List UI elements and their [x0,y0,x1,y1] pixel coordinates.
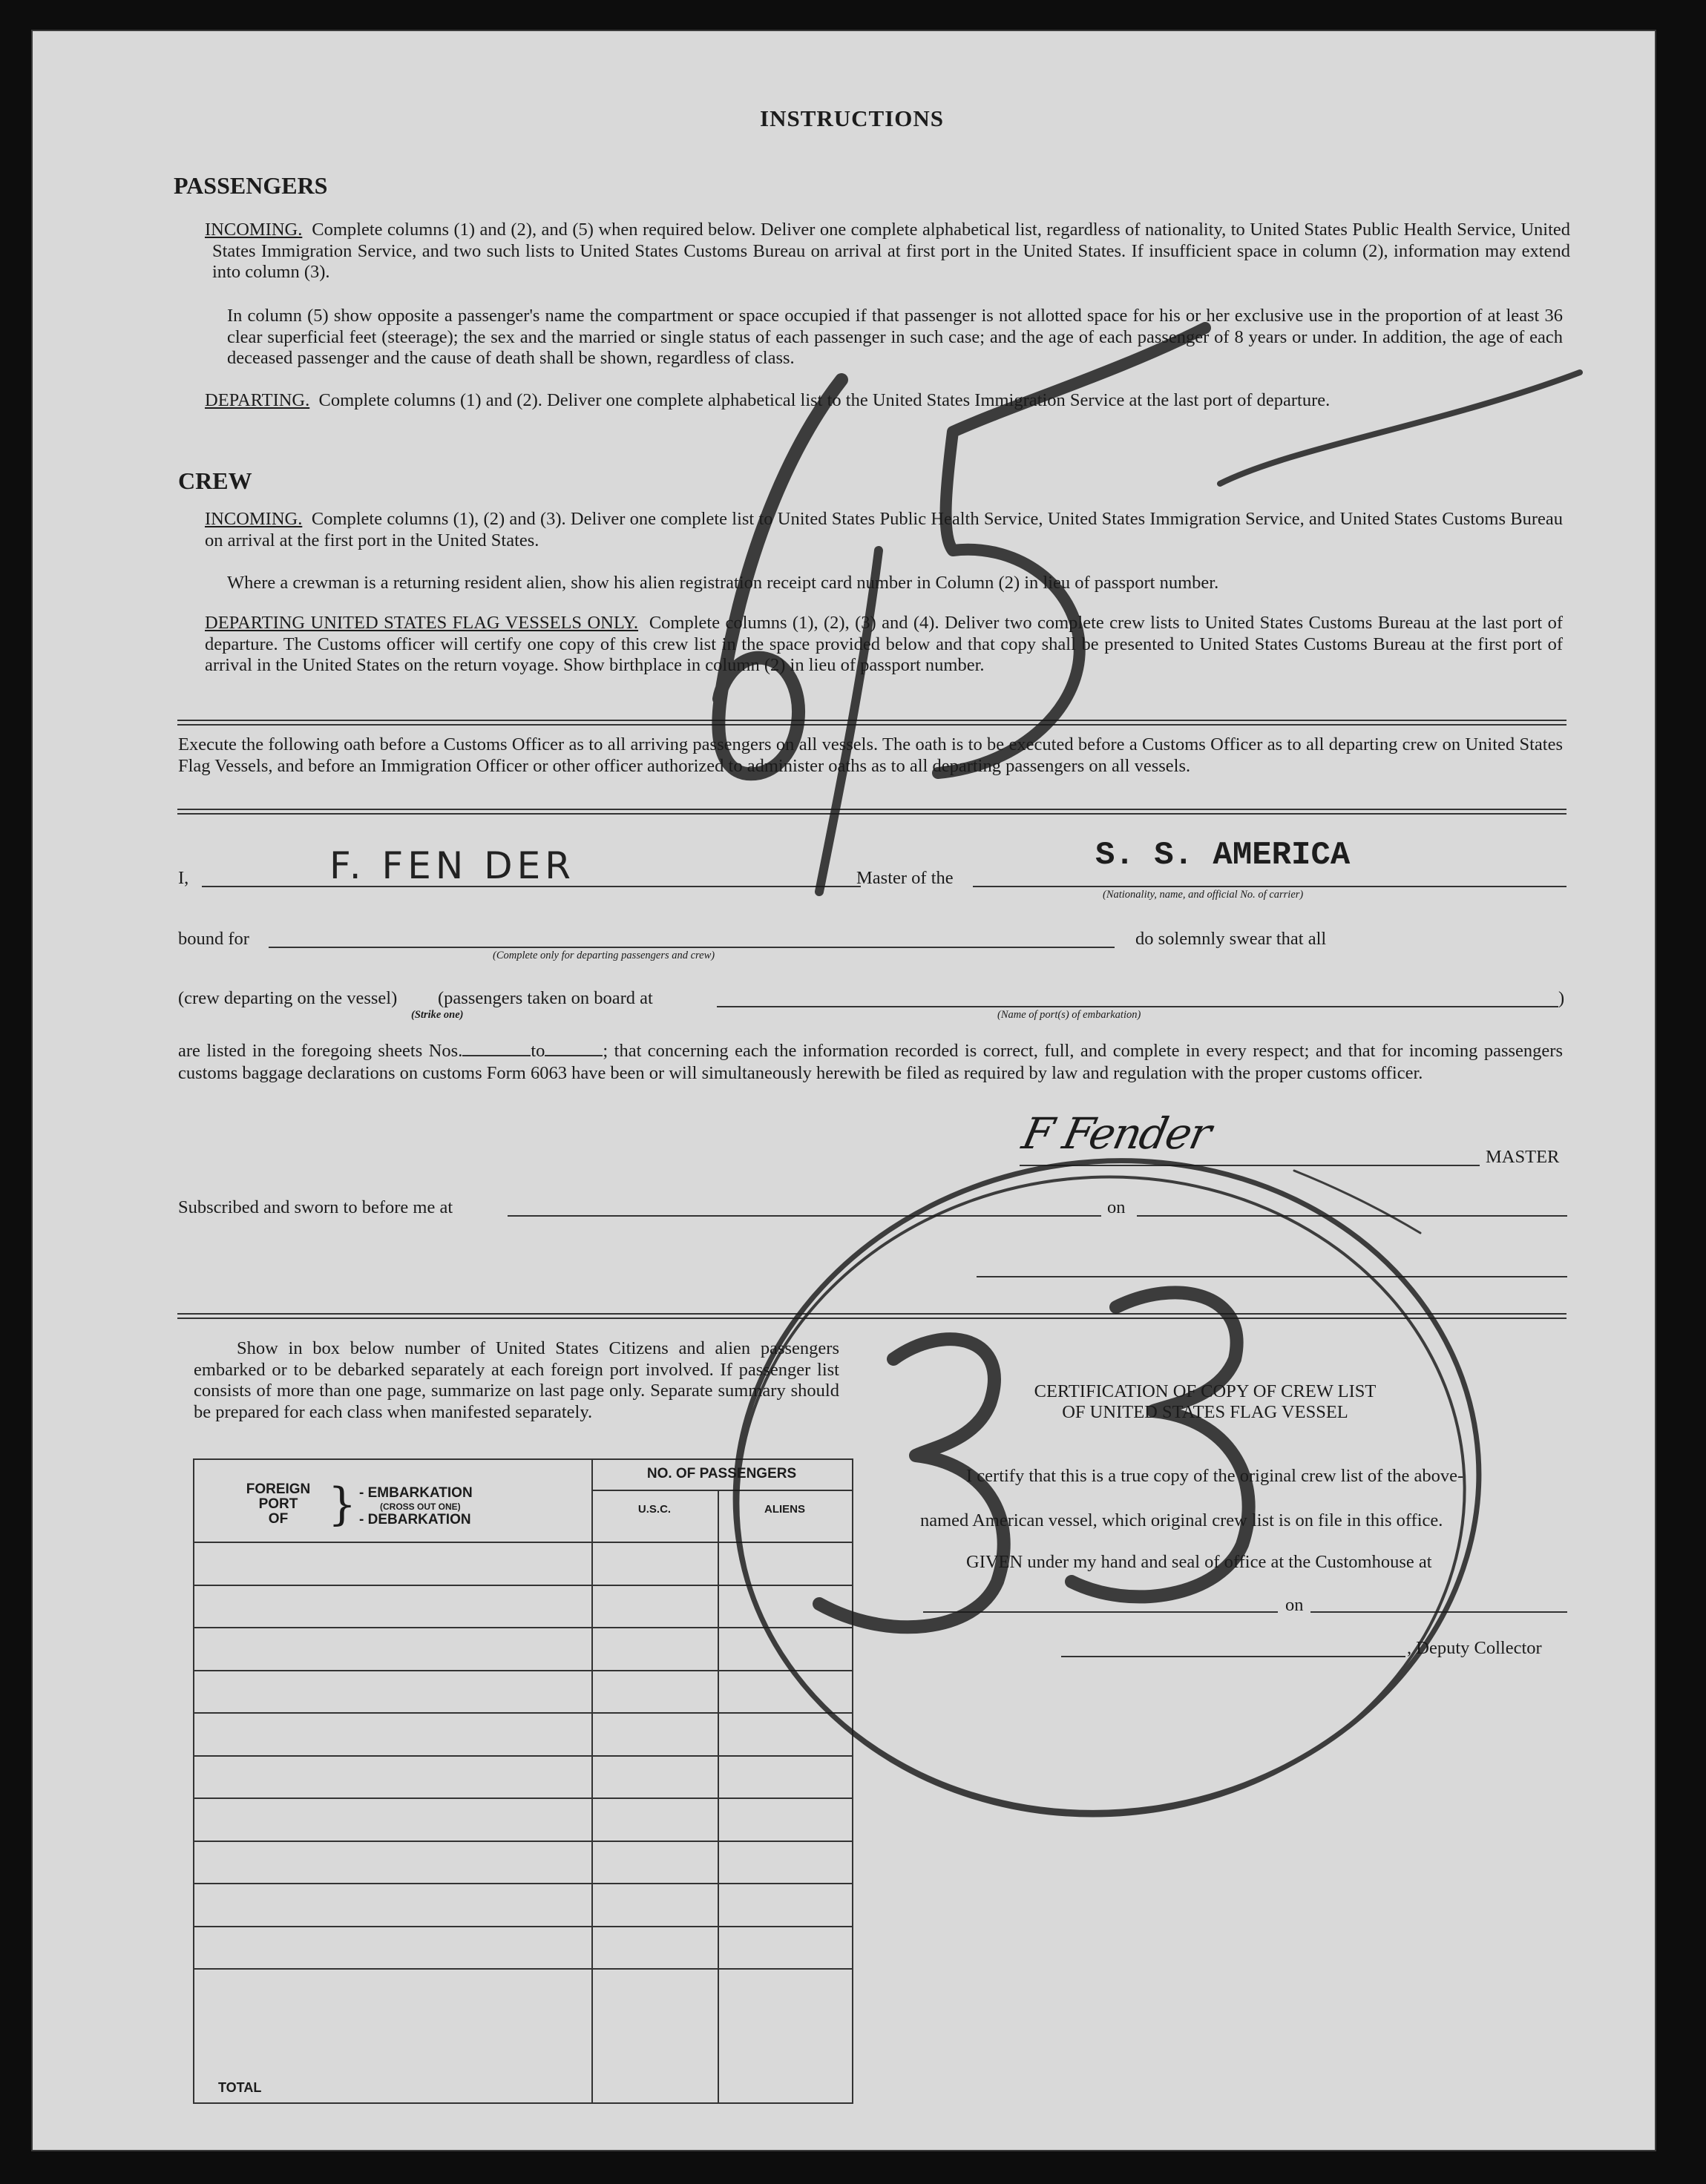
master-of-label: Master of the [856,868,954,888]
foreign-port-line: OF [268,1511,289,1527]
listed-text-b: ; that concerning each the information recorded is correct, full, and complete in every respect; and that for incoming passengers customs baggage declarations on customs Form 6063 have been or will simultaneously herewith be filed as required by law and regulation with the proper customs officer. [178,1041,1563,1083]
aliens-header: ALIENS [764,1503,805,1516]
digit-3-stroke [819,1339,1004,1627]
passengers-incoming-text: Complete columns (1) and (2), and (5) when required below. Deliver one complete alphabetical list, regardless of nationality, to United States Public Health Service, United States Immigration Service, and two such lists to United States Customs Bureau on arrival at first port in the United States. If insufficient space in column (2), information may extend into column (3). [212,220,1570,282]
crew-heading: CREW [178,467,252,494]
certification-given: GIVEN under my hand and seal of office at the Customhouse at [966,1552,1432,1572]
crew-departing-label: (crew departing on the vessel) [178,988,398,1008]
certification-title-line: CERTIFICATION OF COPY OF CREW LIST [1034,1381,1377,1401]
no-of-passengers-header: NO. OF PASSENGERS [646,1466,797,1481]
certification-body-line1: I certify that this is a true copy of the original crew list of the above- [966,1466,1464,1486]
foreign-port-line: FOREIGN [246,1481,311,1497]
summary-instructions: Show in box below number of United States Citizens and alien passengers embarked or to be debarked separately at each foreign port involved. If passenger list consists of more than one page, summarize on last page only. Separate summary should be prepared for each class when manifested separately. [194,1338,839,1422]
bound-for-caption: (Complete only for departing passengers and crew) [493,950,715,961]
vessel-stamp: S. S. AMERICA [1095,837,1351,874]
oath-i-label: I, [178,868,189,888]
passengers-taken-label: (passengers taken on board at [438,988,653,1008]
master-label: MASTER [1486,1147,1560,1167]
passengers-departing-label: DEPARTING. [205,390,310,410]
ports-caption: (Name of port(s) of embarkation) [997,1009,1141,1021]
crew-departing-label: DEPARTING UNITED STATES FLAG VESSELS ONLY. [205,613,639,633]
listed-text-a: are listed in the foregoing sheets Nos. [178,1041,463,1061]
crew-resident-paragraph: Where a crewman is a returning resident alien, show his alien registration receipt card number in Column (2) in lieu of passport number. [227,573,1219,593]
crew-incoming-label: INCOMING. [205,509,303,529]
close-paren: ) [1558,988,1565,1008]
crayon-marks [33,31,1655,2150]
master-name-handwritten: F. FEN DER [329,844,575,887]
cross-out-note: (CROSS OUT ONE) [380,1502,461,1512]
oath-intro: Execute the following oath before a Customs Officer as to all arriving passengers on all vessels. The oath is to be executed before a Customs Officer as to all departing crew on United States Flag Vessels, and before an Immigration Officer or other officer authorized to administer oaths as to all departing passengers on all vessels. [178,734,1563,776]
folio-5-stroke [938,328,1205,773]
brace: } [328,1479,357,1530]
circle-33-stroke [693,1113,1521,1860]
total-label: TOTAL [218,2080,262,2095]
listed-to: to [531,1041,545,1061]
certification-on-label: on [1285,1595,1304,1615]
subscribed-label: Subscribed and sworn to before me at [178,1197,453,1217]
page-title: INSTRUCTIONS [760,105,945,131]
crew-incoming-text: Complete columns (1), (2) and (3). Deliver one complete list to United States Public Health Service, United States Immigration Service, and United States Customs Bureau on arrival at the first port in the United States. [205,509,1564,550]
solemnly-swear-label: do solemnly swear that all [1135,929,1327,949]
passengers-incoming-label: INCOMING. [205,220,303,240]
passengers-column5-paragraph: In column (5) show opposite a passenger's name the compartment or space occupied if that passenger is not allotted space for his or her exclusive use in the proportion of at least 36 clear superficial feet (steerage); the sex and the married or single status of each passenger in such case; and the age of each passenger of 8 years or under. In addition, the age of each deceased passenger and the cause of death shall be shown, regardless of class. [227,306,1563,368]
vessel-caption: (Nationality, name, and official No. of carrier) [1103,889,1304,901]
embarkation-label: - EMBARKATION [359,1485,473,1501]
slash-stroke [1220,372,1580,484]
folio-slash-stroke [819,550,879,892]
digit-3-stroke [1072,1292,1249,1596]
deputy-collector-label: , Deputy Collector [1407,1638,1542,1658]
foreign-port-line: PORT [258,1496,298,1512]
passengers-departing-text: Complete columns (1) and (2). Deliver one complete alphabetical list to the United States Immigration Service at the last port of departure. [318,390,1331,410]
passengers-heading: PASSENGERS [174,172,328,199]
folio-6-stroke [718,380,841,774]
sworn-on-label: on [1107,1197,1126,1217]
debarkation-label: - DEBARKATION [359,1512,471,1527]
crew-departing-text: Complete columns (1), (2), (3) and (4). Deliver two complete crew lists to United States Customs Bureau at the last port of departure. The Customs officer will certify one copy of this crew list in the space provided below and that copy shall be presented to United States Customs Bureau at the first port of arrival in the United States on the return voyage. Show birthplace in column (2) in lieu of passport number. [205,613,1563,675]
certification-body-line2: named American vessel, which original crew list is on file in this office. [920,1510,1443,1530]
signature-tail-stroke [1294,1171,1420,1233]
usc-header: U.S.C. [637,1503,672,1516]
document-page [33,31,1655,2150]
bound-for-label: bound for [178,929,249,949]
master-signature: F Fender [1017,1108,1215,1159]
certification-title-line: OF UNITED STATES FLAG VESSEL [1062,1402,1348,1422]
strike-caption: (Strike one) [411,1009,464,1021]
